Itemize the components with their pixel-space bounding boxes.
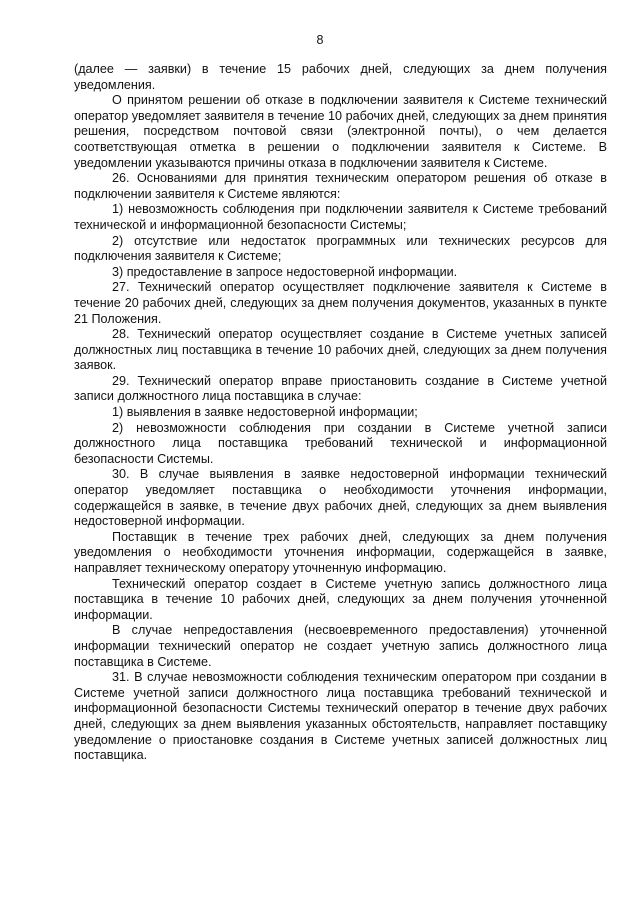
paragraph-refusal-notice: О принятом решении об отказе в подключении заявителя к Системе технический оператор уведомляет заявителя в течение 10 рабочих дней, следующих за днем принятия решения, посредством почтовой связи (электронной почты), о чем делается соответствующая отметка в решении о подключении заявителя к Системе. В уведомлении указываются причины отказа в подключении заявителя к Системе. (74, 93, 607, 170)
paragraph-item-28: 28. Технический оператор осуществляет создание в Системе учетных записей должностных лиц поставщика в течение 10 рабочих дней, следующих за днем получения заявок. (74, 327, 607, 373)
document-body (74, 62, 607, 764)
paragraph-non-provision: В случае непредоставления (несвоевременного предоставления) уточненной информации технический оператор не создает учетную запись должностного лица поставщика в Системе. (74, 623, 607, 669)
paragraph-item-26-3: 3) предоставление в запросе недостоверной информации. (112, 264, 458, 279)
paragraph-item-29-2: 2) невозможности соблюдения при создании в Системе учетной записи должностного лица поставщика требований технической и информационной безопасности Системы. (74, 420, 607, 466)
paragraph-supplier-response: Поставщик в течение трех рабочих дней, следующих за днем получения уведомления о необходимости уточнения информации, содержащейся в заявке, направляет техническому оператору уточненную информацию. (74, 529, 607, 575)
paragraph-account-creation: Технический оператор создает в Системе учетную запись должностного лица поставщика в течение 10 рабочих дней, следующих за днем получения уточненной информации. (74, 576, 607, 622)
paragraph-item-26: 26. Основаниями для принятия техническим оператором решения об отказе в подключении заявителя к Системе являются: (74, 171, 607, 201)
paragraph-item-31: 31. В случае невозможности соблюдения техническим оператором при создании в Системе учетной записи должностного лица поставщика требований технической и информационной безопасности Системы технический оператор в течение двух рабочих дней, следующих за днем выявления указанных обстоятельств, направляет поставщику уведомление о приостановке создания в Системе учетных записей должностных лиц поставщика. (74, 670, 607, 763)
paragraph-continuation: (далее — заявки) в течение 15 рабочих дней, следующих за днем получения уведомления. (74, 62, 607, 92)
paragraph-item-29-1: 1) выявления в заявке недостоверной информации; (112, 405, 418, 420)
paragraph-item-26-1: 1) невозможность соблюдения при подключении заявителя к Системе требований технической и информационной безопасности Системы; (74, 202, 607, 232)
paragraph-item-30: 30. В случае выявления в заявке недостоверной информации технический оператор уведомляет поставщика о необходимости уточнения информации, содержащейся в заявке, в течение двух рабочих дней, следующих за днем выявления недостоверной информации. (74, 467, 607, 529)
paragraph-item-29: 29. Технический оператор вправе приостановить создание в Системе учетной записи должностного лица поставщика в случае: (74, 373, 607, 404)
paragraph-item-26-2: 2) отсутствие или недостаток программных или технических ресурсов для подключения заявителя к Системе; (74, 233, 607, 264)
paragraph-item-27: 27. Технический оператор осуществляет подключение заявителя к Системе в течение 20 рабочих дней, следующих за днем получения документов, указанных в пункте 21 Положения. (74, 280, 607, 326)
page-number: 8 (316, 33, 324, 47)
